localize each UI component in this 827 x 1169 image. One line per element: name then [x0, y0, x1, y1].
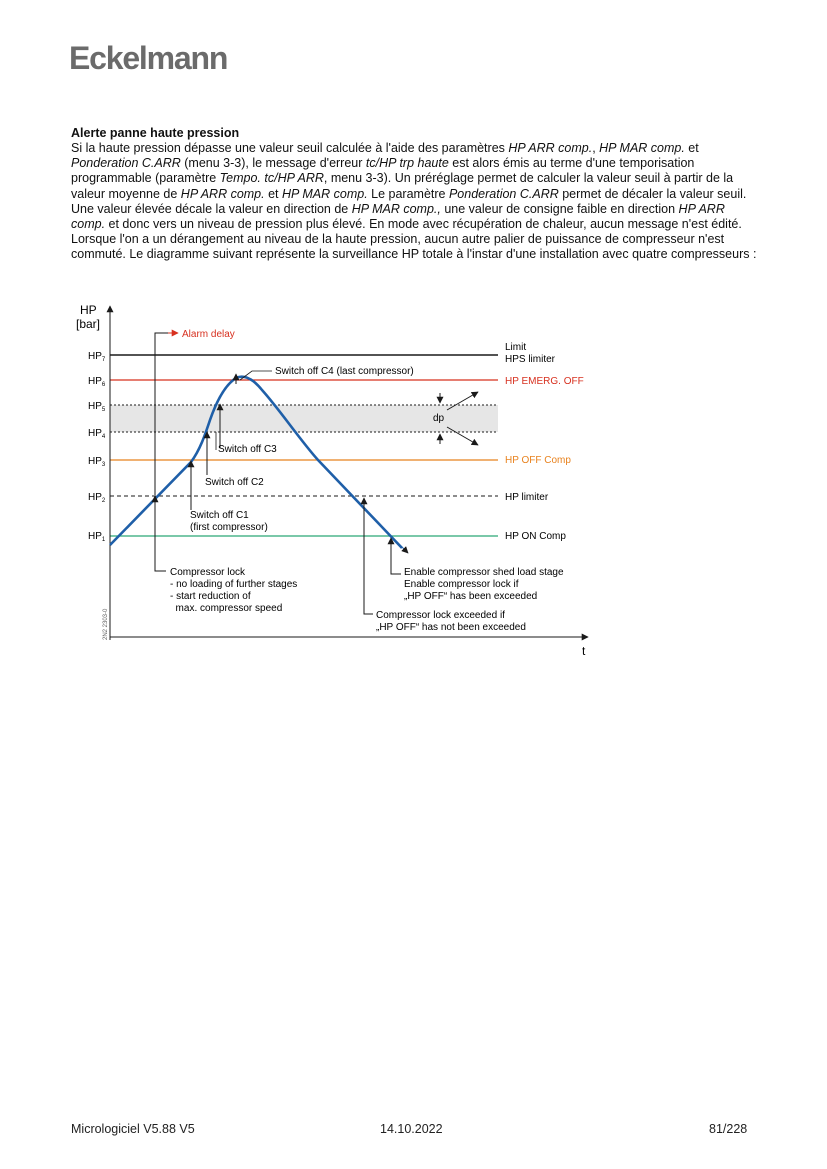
exceeded-line1: Compressor lock exceeded if [376, 610, 505, 621]
level-label-hp2: $HP_2$ [88, 492, 106, 504]
footer-software-version: Micrologiciel V5.88 V5 [71, 1122, 195, 1136]
level-subscript: 5 [101, 407, 106, 413]
text-run: Le paramètre [367, 186, 449, 201]
text-run: une valeur de consigne faible en direction [440, 201, 679, 216]
parameter-name: tc/HP trp haute [365, 156, 449, 171]
text-run: Si la haute pression dépasse une valeur seuil calculée à l'aide des paramètres [71, 141, 509, 155]
switch-c3-label: Switch off C3 [218, 444, 277, 455]
level-label-hp5: $HP_5$ [88, 401, 106, 413]
compressor-lock-bracket [155, 505, 166, 571]
level-subscript: 6 [101, 382, 106, 388]
x-axis-label: t [582, 644, 586, 658]
section-title: Alerte panne haute pression [71, 126, 240, 140]
parameter-name: Tempo. tc/HP ARR [219, 171, 324, 186]
curve-end-arrow [396, 541, 408, 553]
figure-code: 2N2 2303-0 [103, 608, 109, 640]
level-subscript: 7 [101, 357, 106, 363]
text-run: permet de décaler la valeur seuil. Une valeur élevée décale la valeur en direction de [71, 186, 747, 216]
level-label-hp4: $HP_4$ [88, 428, 106, 440]
hp2-desc: HP limiter [505, 492, 549, 503]
y-axis-label: HP [80, 303, 97, 317]
text-run: (menu 3-3), le message d'erreur [180, 156, 366, 171]
level-subscript: 4 [101, 434, 106, 440]
hp7-desc-line2: HPS limiter [505, 354, 556, 365]
switch-c1-line1: Switch off C1 [190, 510, 249, 521]
eckelmann-logo: Eckelmann [69, 40, 228, 76]
dp-label: dp [433, 413, 445, 424]
alarm-delay-label: Alarm delay [182, 329, 235, 340]
hp6-desc: HP EMERG. OFF [505, 376, 584, 387]
text-run: et donc vers un niveau de pression plus élevé. En mode avec récupération de chaleur, aucun message n'est édité. Lorsque l'on a un dérangement au niveau de la haute pression, aucun autre palier de puissance de compresseur n'est commuté. Le diagramme suivant représente la surveillance HP totale à l'instar d'une installation avec quatre compresseurs : [71, 217, 757, 262]
level-labels [88, 351, 106, 543]
level-label-hp6: $HP_6$ [88, 376, 106, 388]
enable-bracket [391, 548, 401, 574]
text-run: et [264, 186, 282, 201]
parameter-name: HP MAR comp. [599, 141, 685, 155]
parameter-name: HP MAR comp., [351, 201, 441, 216]
enable-line2: Enable compressor lock if [404, 579, 519, 590]
footer-page-number: 81/228 [709, 1122, 748, 1136]
level-label-hp1: $HP_1$ [88, 531, 106, 543]
level-subscript: 2 [101, 498, 106, 504]
text-run: , menu 3-3). Un préréglage permet de calculer la valeur seuil à partir de la valeur moyenne de [71, 171, 734, 201]
parameter-name: Ponderation C.ARR [448, 186, 559, 201]
footer-date: 14.10.2022 [380, 1122, 443, 1136]
switch-c1-line2: (first compressor) [190, 522, 268, 533]
y-axis-unit: [bar] [76, 317, 101, 331]
parameter-name: HP MAR comp. [282, 186, 368, 201]
compressor-lock-line1: Compressor lock [170, 567, 246, 578]
switch-c4-label: Switch off C4 (last compressor) [275, 366, 414, 377]
text-run: et [684, 141, 699, 155]
compressor-lock-line4: max. compressor speed [170, 603, 283, 614]
compressor-lock-line2: - no loading of further stages [170, 579, 298, 590]
level-subscript: 3 [101, 462, 106, 468]
enable-line1: Enable compressor shed load stage [404, 567, 564, 578]
parameter-name: Ponderation C.ARR [71, 156, 181, 171]
level-label-hp7: $HP_7$ [88, 351, 106, 363]
exceeded-bracket [364, 512, 373, 614]
parameter-name: HP ARR comp. [180, 186, 265, 201]
text-run: est alors émis au terme d'une temporisation programmable (paramètre [71, 156, 695, 186]
level-label-hp3: $HP_3$ [88, 456, 106, 468]
hp1-desc: HP ON Comp [505, 531, 566, 542]
leader-switch-c4 [240, 371, 272, 380]
parameter-name: HP ARR comp. [71, 201, 725, 232]
hp7-desc-line1: Limit [505, 342, 527, 353]
switch-c2-label: Switch off C2 [205, 477, 264, 488]
compressor-lock-line3: - start reduction of [170, 591, 251, 602]
parameter-name: HP ARR comp. [508, 141, 593, 155]
hp3-desc: HP OFF Comp [505, 455, 571, 466]
enable-line3: „HP OFF“ has been exceeded [404, 591, 538, 602]
text-run: , [592, 141, 600, 155]
level-subscript: 1 [101, 537, 106, 543]
exceeded-line2: „HP OFF“ has not been exceeded [376, 622, 526, 633]
